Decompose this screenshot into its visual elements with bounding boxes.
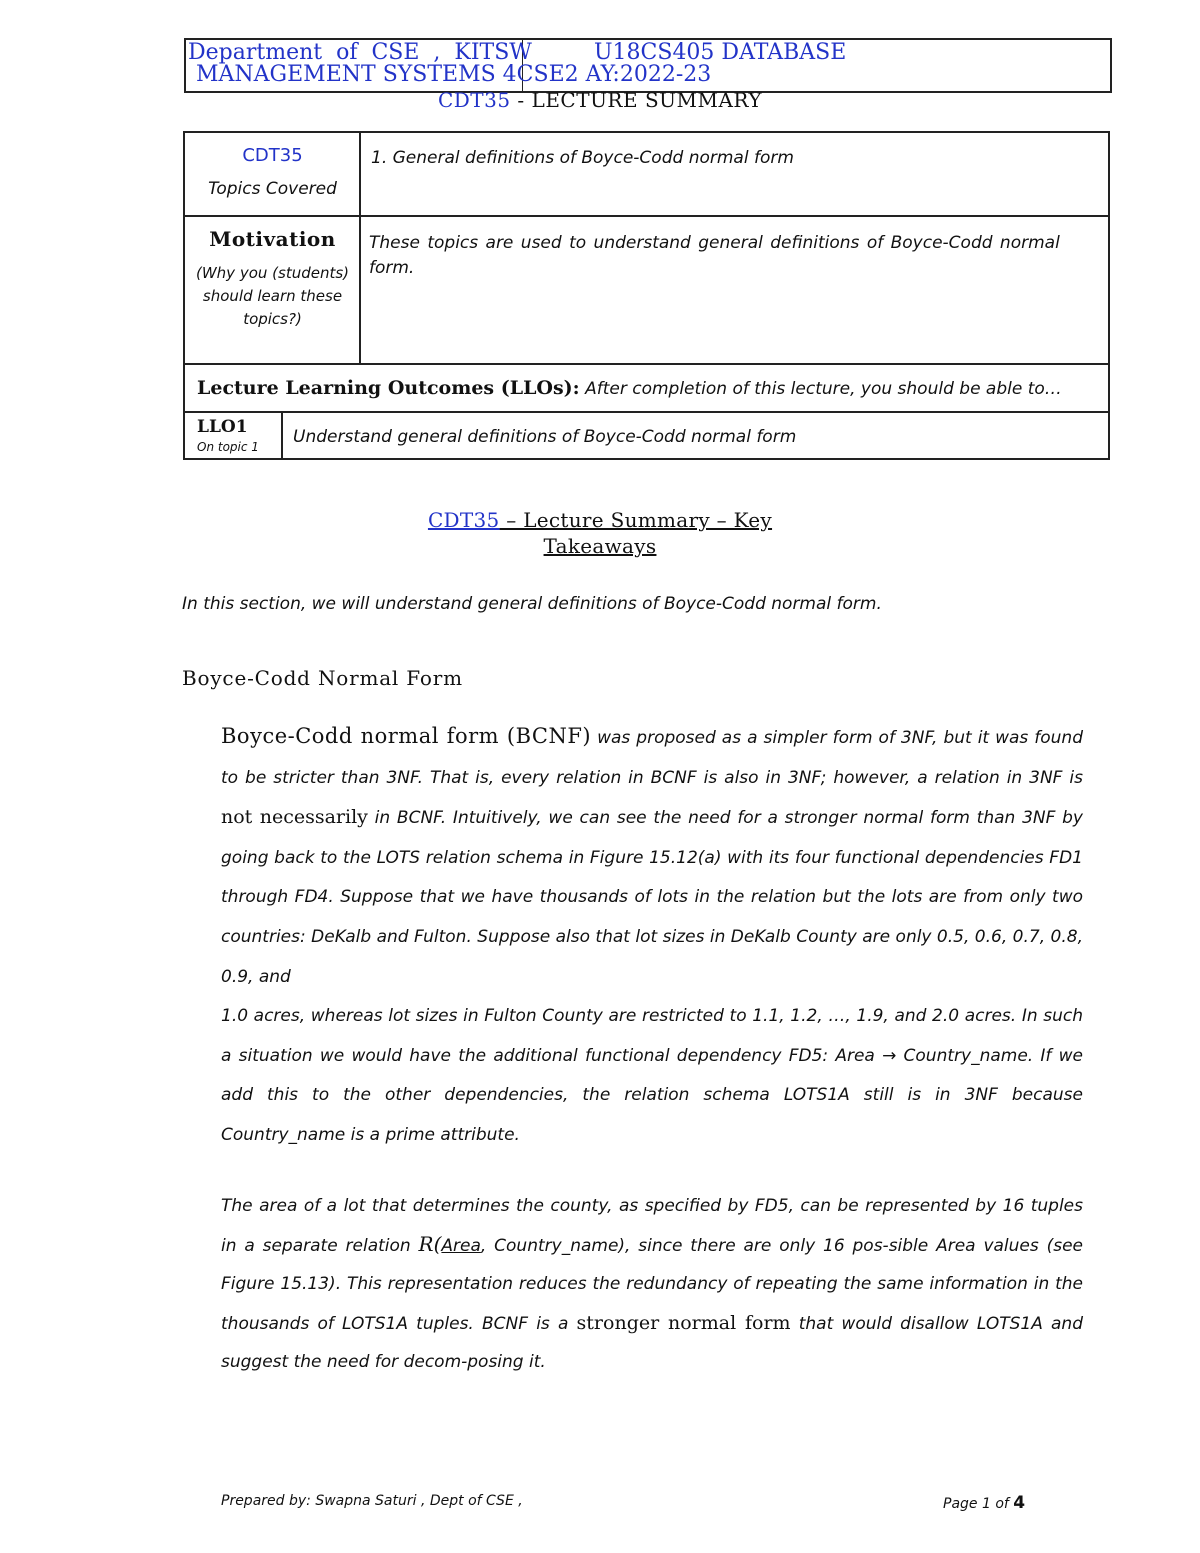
- paragraph-text: 1.0 acres, whereas lot sizes in Fulton County are restricted to 1.1, 1.2, …, 1.9, and 2.0 acres. In such a situation we would have the additional functional dependency FD5: Area → Country_name. If we add this to the other dependencies, the relation schema LOTS1A still is in 3NF because Country_name is a prime attribute.: [221, 1006, 1083, 1145]
- lecture-summary-table: [183, 131, 1110, 460]
- llo-heading-title: Lecture Learning Outcomes (LLOs):: [197, 377, 580, 399]
- term-bcnf: Boyce-Codd normal form (BCNF): [221, 724, 592, 748]
- summary-code: CDT35: [427, 508, 500, 532]
- emphasis-text: not necessarily: [221, 806, 368, 829]
- paragraph-bcnf-example: [221, 1187, 1083, 1381]
- header-course-code: U18CS405 DATABASE: [594, 40, 847, 65]
- lecture-title: [0, 88, 1200, 112]
- paragraph-text: The area of a lot that determines the county, as specified by FD5, can be represented by 16 tuples in a separate relation: [221, 1196, 1083, 1257]
- llo1-text: Understand general definitions of Boyce-Codd normal form: [293, 427, 797, 447]
- relation-name: R(: [418, 1232, 442, 1257]
- lecture-title-text: - LECTURE SUMMARY: [510, 88, 763, 112]
- table-row-divider: [185, 363, 1108, 365]
- table-row-divider: [185, 411, 1108, 413]
- paragraph-text: , Country_name), since there are only 16 pos-sible Area values (see Figure 15.13). This representation reduces the redundancy of repeating the same information in the thousands of LOTS1A tuples. BCNF is a: [221, 1236, 1083, 1334]
- paragraph-text: was proposed as a simpler form of 3NF, but it was found to be stricter than 3NF. That is, every relation in BCNF is also in 3NF; however, a relation in 3NF is: [221, 728, 1084, 788]
- section-heading: Boyce-Codd Normal Form: [182, 666, 463, 690]
- llo-heading-note: After completion of this lecture, you should be able to…: [579, 379, 1062, 399]
- motivation-label: Motivation: [209, 227, 336, 251]
- motivation-subtitle: (Why you (students) should learn these topics?): [195, 264, 350, 328]
- document-header: [184, 38, 1112, 93]
- topics-covered-label: Topics Covered: [208, 179, 337, 199]
- table-column-divider: [281, 411, 283, 460]
- key-attribute: Area: [441, 1236, 481, 1257]
- topic-cdt-code: CDT35: [242, 145, 303, 166]
- paragraph-text: that would disallow LOTS1A and suggest the need for decom-posing it.: [221, 1313, 1083, 1372]
- llo1-sublabel: On topic 1: [197, 440, 259, 454]
- paragraph-bcnf-definition: [221, 717, 1083, 1156]
- header-course-name: MANAGEMENT SYSTEMS 4CSE2 AY:2022-23: [196, 62, 712, 87]
- summary-title-text: – Lecture Summary – Key: [499, 508, 773, 532]
- page-total: 4: [1013, 1493, 1026, 1513]
- summary-title-line2: Takeaways: [543, 534, 657, 558]
- llo1-label: LLO1: [197, 417, 248, 437]
- motivation-text: These topics are used to understand general definitions of Boyce-Codd normal form.: [369, 233, 1060, 278]
- lecture-code: CDT35: [437, 88, 511, 112]
- table-row-divider: [185, 215, 1108, 217]
- emphasis-text: stronger normal form: [576, 1311, 791, 1334]
- page-label: Page 1 of: [943, 1496, 1014, 1512]
- paragraph-text: in BCNF. Intuitively, we can see the need for a stronger normal form than 3NF by going back to the LOTS relation schema in Figure 15.12(a) with its four functional dependencies FD1 through FD4. Suppose that we have thousands of lots in the relation but the lots are from only two countries: DeKalb and Fulton. Suppose also that lot sizes in DeKalb County are only 0.5, 0.6, 0.7, 0.8, 0.9, and: [221, 808, 1083, 987]
- header-department: Department of CSE , KITSW: [188, 40, 532, 65]
- topic-item: 1. General definitions of Boyce-Codd normal form: [371, 148, 794, 168]
- footer-prepared-by: Prepared by: Swapna Saturi , Dept of CSE ,: [221, 1493, 523, 1509]
- section-intro: In this section, we will understand general definitions of Boyce-Codd normal form.: [182, 594, 882, 614]
- summary-title: [0, 507, 1200, 559]
- llo-heading: [197, 377, 1062, 399]
- footer-page-number: [943, 1493, 1025, 1513]
